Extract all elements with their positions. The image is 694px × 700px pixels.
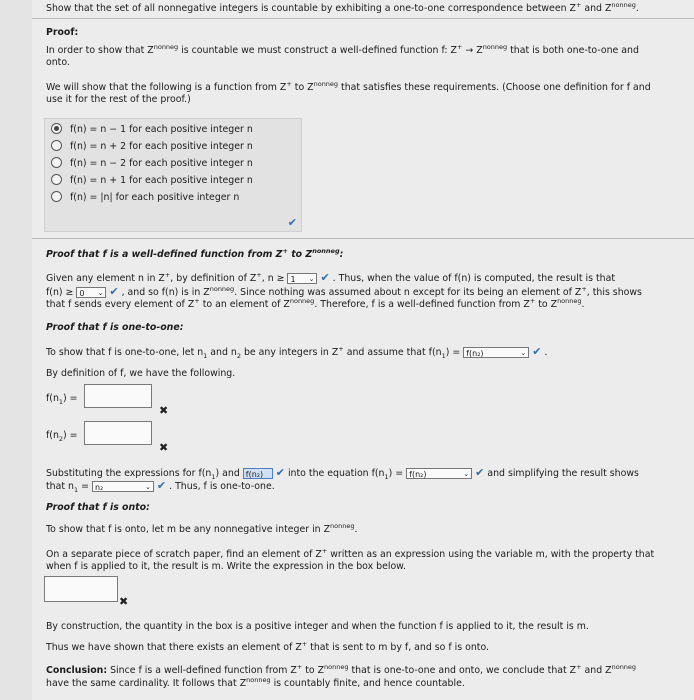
fn2-highlighted-answer[interactable]: f(n₂): [243, 468, 273, 479]
check-icon: ✔: [475, 466, 485, 479]
onto-line5: Thus we have shown that there exists an element of Z+ that is sent to m by f, and so f is onto.: [46, 639, 490, 653]
definition-choices: [44, 118, 302, 232]
one-to-one-heading: Proof that f is one-to-one:: [46, 322, 184, 333]
onto-line2: On a separate piece of scratch paper, find an element of Z+ written as an expression using the variable m, with the property that: [46, 546, 655, 560]
fn2-label: $f(n_2)$ =: [46, 430, 78, 443]
option-n-plus-2[interactable]: f(n) = n + 2 for each positive integer n: [51, 140, 253, 154]
substitution-line1: Substituting the expressions for $f(n_1)$ and f(n₂) ✔ into the equation $f(n_1) = f(n_2)$ ⌄ ✔ and simplifying the result shows: [46, 466, 639, 481]
proof-intro-line2: onto.: [46, 57, 70, 68]
onto-line3: when f is applied to it, the result is m. Write the expression in the box below.: [46, 561, 406, 572]
onto-heading: Proof that f is onto:: [46, 502, 150, 513]
fn1-label: $f(n_1)$ =: [46, 393, 78, 406]
question-page: [32, 0, 694, 700]
well-defined-line2: f(n) ≥ 0 ⌄ ✔ , and so f(n) is in $Z^{nonneg}$. Since nothing was assumed about n except for its being an element of Z+, this shows: [46, 284, 642, 298]
onto-line1: To show that f is onto, let m be any nonnegative integer in $Z^{nonneg}$.: [46, 521, 358, 535]
fn1-answer-box[interactable]: [84, 384, 152, 408]
substitution-dropdown[interactable]: f(n₂) ⌄: [406, 468, 472, 479]
radio-selected-icon[interactable]: [51, 123, 62, 134]
check-icon: ✔: [156, 479, 167, 492]
check-icon: ✔: [532, 345, 542, 358]
onto-line4: By construction, the quantity in the box is a positive integer and when the function f is applied to it, the result is m.: [46, 621, 589, 632]
substitution-line2: that $n_1 = n_2$ ⌄ ✔ . Thus, f is one-to-one.: [46, 479, 275, 494]
n1-equals-dropdown[interactable]: n₂ ⌄: [92, 481, 154, 492]
one-to-one-line1: To show that f is one-to-one, let $n_1$ and $n_2$ be any integers in Z+ and assume that $f(n_1) = f(n_2)$ ⌄ ✔ .: [46, 344, 548, 360]
option-n-minus-1[interactable]: f(n) = n − 1 for each positive integer n: [51, 123, 253, 137]
chevron-down-icon: ⌄: [308, 275, 315, 283]
onto-answer-box[interactable]: [44, 576, 118, 602]
equation-rhs-dropdown[interactable]: f(n₂) ⌄: [463, 347, 529, 358]
chevron-down-icon: ⌄: [520, 349, 527, 357]
conclusion-line1: Conclusion: Since f is a well-defined function from Z+ to $Z^{nonneg}$ that is one-to-one and onto, we conclude that Z+ and $Z^{nonneg}$: [46, 662, 637, 676]
proof-intro-line4: use it for the rest of the proof.): [46, 94, 191, 105]
check-icon: ✔: [109, 285, 119, 298]
radio-icon[interactable]: [51, 174, 62, 185]
check-icon: ✔: [275, 466, 285, 479]
check-icon: ✔: [287, 216, 297, 229]
cross-icon: ✖: [159, 404, 169, 417]
radio-icon[interactable]: [51, 140, 62, 151]
option-n-minus-2[interactable]: f(n) = n − 2 for each positive integer n: [51, 157, 253, 171]
check-icon: ✔: [320, 271, 330, 284]
n-lower-bound-dropdown[interactable]: 1 ⌄: [287, 273, 317, 284]
question-text: Show that the set of all nonnegative integers is countable by exhibiting a one-to-one correspondence between Z+ and $Z^{nonneg}$.: [46, 0, 639, 14]
radio-icon[interactable]: [51, 157, 62, 168]
well-defined-line3: that f sends every element of Z+ to an element of $Z^{nonneg}$. Therefore, f is a well-defined function from Z+ to $Z^{nonneg}$.: [46, 296, 585, 310]
fn-lower-bound-dropdown[interactable]: 0 ⌄: [76, 287, 106, 298]
well-defined-line1: Given any element n in Z+, by definition of Z+, n ≥ 1 ⌄ ✔ . Thus, when the value of f(n) is computed, the result is that: [46, 270, 616, 284]
fn2-answer-box[interactable]: [84, 421, 152, 445]
conclusion-line2: have the same cardinality. It follows that $Z^{nonneg}$ is countably finite, and hence countable.: [46, 675, 465, 689]
chevron-down-icon: ⌄: [145, 483, 151, 491]
option-n-plus-1[interactable]: f(n) = n + 1 for each positive integer n: [51, 174, 253, 188]
cross-icon: ✖: [119, 595, 129, 608]
one-to-one-line2: By definition of f, we have the following.: [46, 368, 236, 379]
proof-title: Proof:: [46, 27, 79, 38]
proof-intro-line1: In order to show that $Z^{nonneg}$ is countable we must construct a well-defined function f: $Z^+ \to Z^{nonneg}$ that is both one-to-one and: [46, 42, 639, 56]
proof-intro-line3: We will show that the following is a function from Z+ to $Z^{nonneg}$ that satisfies these requirements. (Choose one definition for f and: [46, 79, 651, 93]
cross-icon: ✖: [159, 441, 169, 454]
radio-icon[interactable]: [51, 191, 62, 202]
well-defined-heading: Proof that f is a well-defined function from Z+ to $Z^{nonneg}$:: [46, 246, 344, 260]
chevron-down-icon: ⌄: [463, 470, 470, 478]
chevron-down-icon: ⌄: [97, 289, 104, 297]
option-abs-n[interactable]: f(n) = |n| for each positive integer n: [51, 191, 239, 205]
